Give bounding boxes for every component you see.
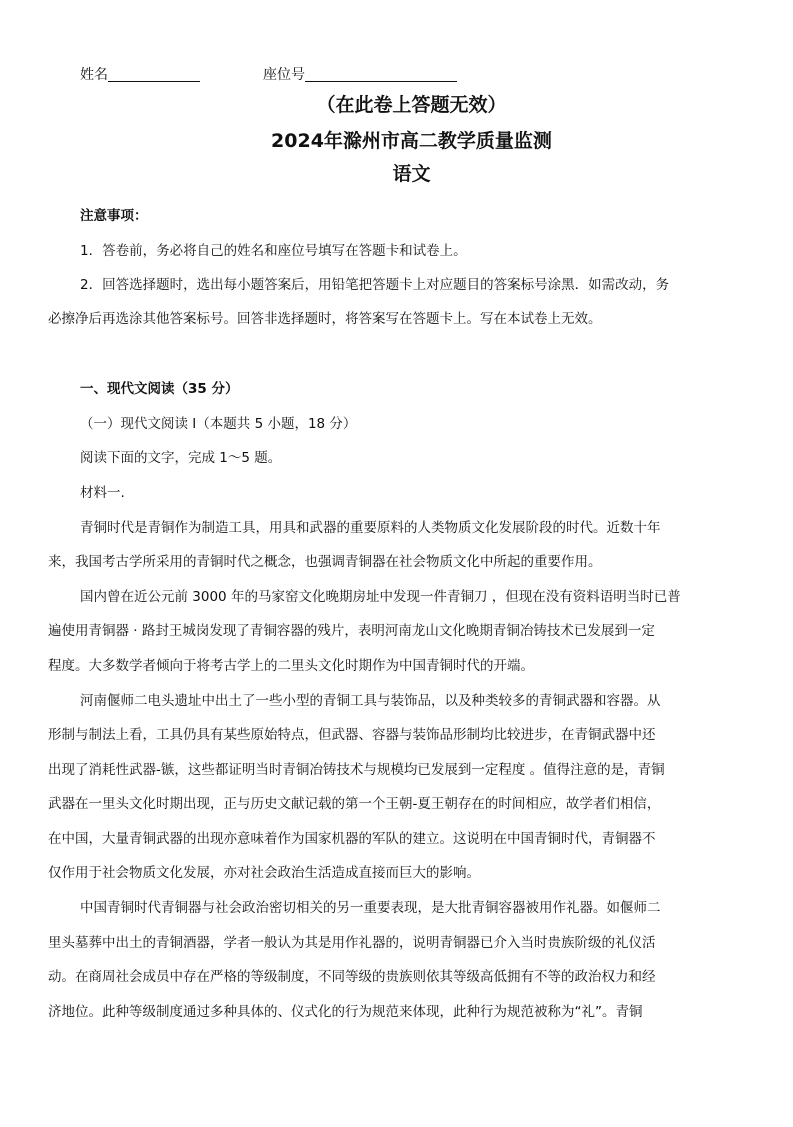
notice-item-2a: 2．回答选择题时，选出每小题答案后，用铅笔把答题卡上对应题目的答案标号涂黑．如需改动，务: [80, 277, 670, 293]
seat-field: [263, 64, 457, 84]
paragraph-line: 中国青铜时代青铜器与社会政治密切相关的另一重要表现，是大批青铜容器被用作礼器。如偃师二: [80, 900, 661, 916]
name-label: 姓名: [80, 67, 108, 83]
paragraph-line: 遍使用青铜器 · 路封王城岗发现了青铜容器的残片，表明河南龙山文化晚期青铜冶铸技术已发展到一定: [48, 623, 655, 639]
paragraph-line: 武器在一里头文化时期出现，正与历史文献记载的第一个王朝-夏王朝存在的时间相应，故学者们相信，: [48, 796, 661, 812]
paragraph-line: 国内曾在近公元前 3000 年的马家窑文化晚期房址中发现一件青铜刀 ，但现在没有资料语明当时已普: [80, 589, 681, 605]
paragraph-line: 动。在商周社会成员中存在严格的等级制度，不同等级的贵族则依其等级高低拥有不等的政治权力和经: [48, 969, 656, 985]
paragraph-line: 仅作用于社会物质文化发展，亦对社会政治生活造成直接而巨大的影响。: [48, 865, 480, 881]
paragraph-line: 济地位。此种等级制度通过多种具体的、仪式化的行为规范来体现，此种行为规范被称为“礼”。青铜: [48, 1004, 643, 1020]
paragraph-line: 青铜时代是青铜作为制造工具，用具和武器的重要原料的人类物质文化发展阶段的时代。近数十年: [80, 520, 661, 536]
paragraph-line: 来，我国考古学所采用的青铜时代之概念，也强调青铜器在社会物质文化中所起的重要作用。: [48, 554, 602, 570]
paragraph-line: 在中国，大量青铜武器的出现亦意味着作为国家机器的军队的建立。这说明在中国青铜时代，青铜器不: [48, 831, 656, 847]
material-label: 材料一.: [80, 485, 125, 501]
reading-instruction: 阅读下面的文字，完成 1～5 题。: [80, 450, 282, 466]
paragraph-line: 里头墓葬中出土的青铜酒器，学者一般认为其是用作礼器的，说明青铜器已介入当时贵族阶级的礼仪活: [48, 935, 656, 951]
paragraph-line: 程度。大多数学者倾向于将考古学上的二里头文化时期作为中国青铜时代的开端。: [48, 658, 534, 674]
notice-heading: 注意事项：: [80, 208, 148, 224]
name-field: [80, 64, 200, 84]
exam-title: 2024年滁州市高二教学质量监测: [271, 130, 552, 152]
paragraph-line: 形制与制法上看，工具仍具有某些原始特点，但武器、容器与装饰品形制均比较进步，在青铜武器中还: [48, 727, 656, 743]
subject-title: 语文: [392, 163, 431, 185]
paragraph-line: 出现了消耗性武器-镞，这些都证明当时青铜冶铸技术与规模均已发展到一定程度 。值得注意的是，青铜: [48, 762, 665, 778]
seat-blank-line: [305, 67, 457, 82]
notice-item-1: 1．答卷前，务必将自己的姓名和座位号填写在答题卡和试卷上。: [80, 243, 467, 259]
section-heading: 一、现代文阅读（35 分）: [80, 381, 239, 397]
name-blank-line: [108, 67, 200, 82]
paragraph-line: 河南偃师二电头遗址中出土了一些小型的青铜工具与装饰品，以及种类较多的青铜武器和容器。从: [80, 693, 661, 709]
subsection-heading: （一）现代文阅读 I（本题共 5 小题，18 分）: [80, 416, 357, 432]
invalid-notice-title: （在此卷上答题无效）: [316, 94, 507, 116]
seat-label: 座位号: [263, 67, 305, 83]
notice-item-2b: 必擦净后再选涂其他答案标号。回答非选择题时，将答案写在答题卡上。写在本试卷上无效。: [48, 311, 602, 327]
